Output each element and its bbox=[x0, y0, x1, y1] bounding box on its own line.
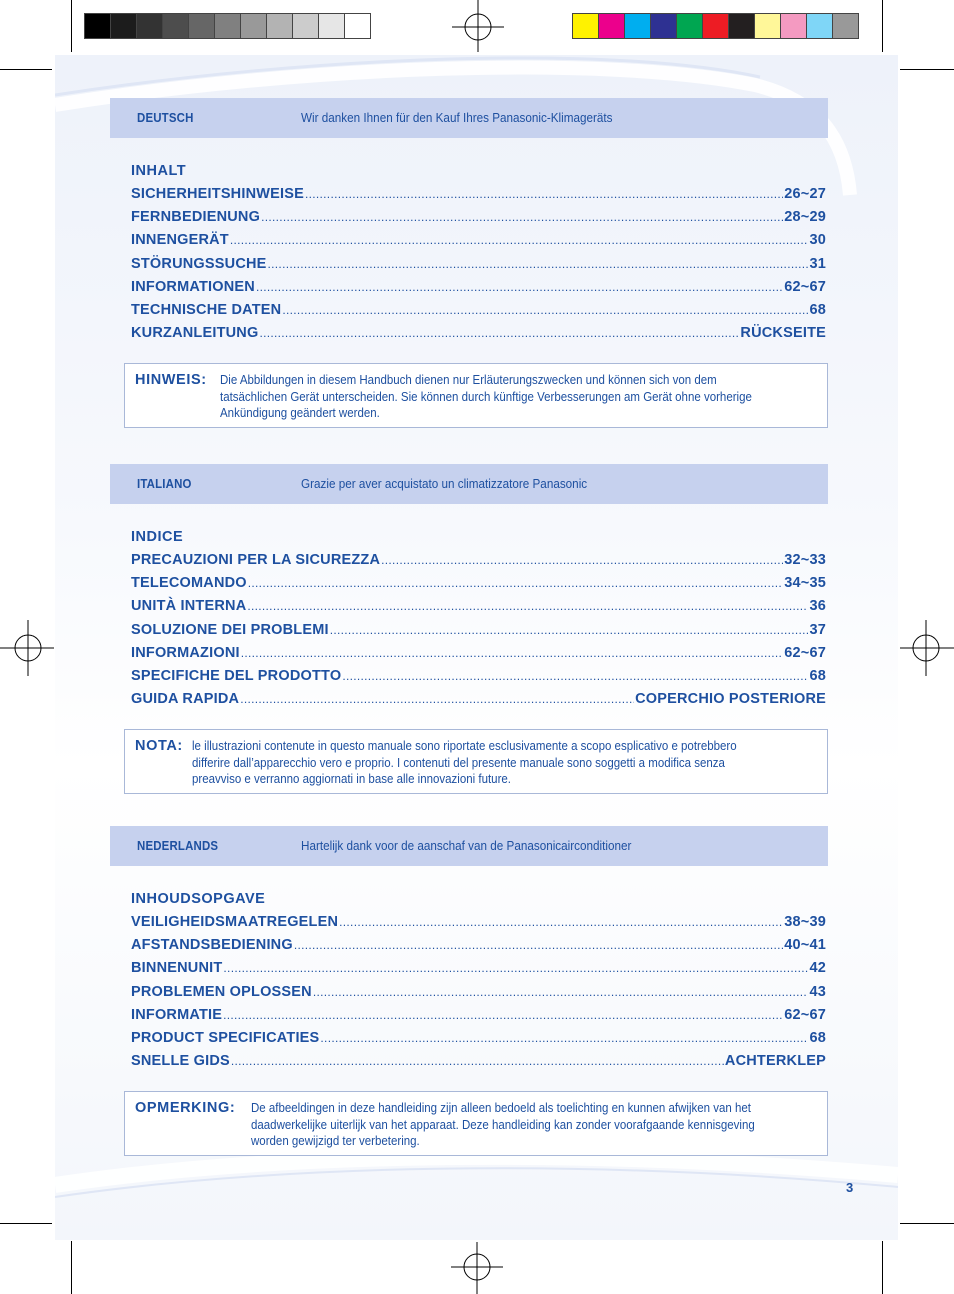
toc-entry bbox=[131, 957, 826, 980]
toc-leader-dots bbox=[223, 957, 808, 980]
toc-entry-label: INFORMATIE bbox=[131, 1006, 223, 1023]
toc-leader-dots bbox=[247, 595, 808, 618]
toc-leader-dots bbox=[241, 642, 784, 665]
color-swatch bbox=[650, 13, 677, 39]
toc-entry bbox=[131, 688, 826, 711]
toc-leader-dots bbox=[248, 572, 783, 595]
note-box-italiano bbox=[124, 729, 828, 794]
toc-entry bbox=[131, 322, 826, 345]
language-label: NEDERLANDS bbox=[137, 838, 219, 853]
color-swatch bbox=[702, 13, 729, 39]
registration-mark-bottom bbox=[451, 1242, 503, 1294]
toc-leader-dots bbox=[282, 299, 808, 322]
toc-deutsch bbox=[131, 160, 826, 345]
toc-entry bbox=[131, 299, 826, 322]
toc-entry bbox=[131, 1050, 826, 1073]
toc-leader-dots bbox=[339, 911, 783, 934]
toc-leader-dots bbox=[256, 276, 783, 299]
toc-entry-page: 28~29 bbox=[784, 209, 826, 226]
toc-entry bbox=[131, 276, 826, 299]
note-text: De afbeeldingen in deze handleiding zijn alleen bedoeld als toelichting en kunnen afwijken van het daadwerkelijke uiterlijk van het apparaat. Deze handleiding kan zonder voorafgaande kennisgeving worden gewijzigd ter verbetering. bbox=[251, 1101, 755, 1148]
toc-entry bbox=[131, 183, 826, 206]
note-label: OPMERKING: bbox=[135, 1100, 236, 1116]
toc-leader-dots bbox=[230, 229, 809, 252]
toc-entry bbox=[131, 572, 826, 595]
note-label: NOTA: bbox=[135, 738, 183, 754]
note-text: le illustrazioni contenute in questo manuale sono riportate esclusivamente a scopo esplicativo e potrebbero differire dall’apparecchio vero e proprio. I contenuti del presente manuale sono soggetti a modifica senza preavviso e verranno aggiornati in base alle innovazioni future. bbox=[192, 739, 737, 786]
toc-entry-page: 26~27 bbox=[784, 186, 826, 202]
note-box-nederlands bbox=[124, 1091, 828, 1156]
toc-title: INDICE bbox=[131, 529, 184, 545]
section-header-italiano bbox=[110, 464, 828, 504]
registration-mark-top bbox=[452, 0, 504, 52]
language-label: ITALIANO bbox=[137, 476, 192, 491]
language-label: DEUTSCH bbox=[137, 110, 194, 125]
toc-entry bbox=[131, 229, 826, 252]
toc-entry-page: 62~67 bbox=[784, 644, 826, 661]
toc-entry bbox=[131, 253, 826, 276]
toc-entry-label: KURZANLEITUNG bbox=[131, 325, 259, 342]
toc-entry bbox=[131, 1027, 826, 1050]
toc-entry bbox=[131, 665, 826, 688]
toc-entry-page: ACHTERKLEP bbox=[724, 1053, 826, 1070]
toc-entry bbox=[131, 619, 826, 642]
color-swatch bbox=[110, 13, 137, 39]
toc-entry bbox=[131, 981, 826, 1004]
color-swatch bbox=[832, 13, 859, 39]
color-swatch bbox=[214, 13, 241, 39]
toc-entry-page: 62~67 bbox=[784, 1006, 826, 1023]
toc-entry-page: 62~67 bbox=[784, 278, 826, 295]
toc-leader-dots bbox=[240, 688, 634, 711]
color-swatch bbox=[292, 13, 319, 39]
toc-entry-label: TECHNISCHE DATEN bbox=[131, 301, 282, 318]
toc-leader-dots bbox=[330, 619, 809, 642]
thank-you-text: Hartelijk dank voor de aanschaf van de Panasonicairconditioner bbox=[301, 838, 632, 853]
toc-entry-page: 32~33 bbox=[784, 552, 826, 568]
toc-entry-page: COPERCHIO POSTERIORE bbox=[635, 691, 826, 708]
toc-leader-dots bbox=[381, 549, 783, 572]
toc-entry-label: SPECIFICHE DEL PRODOTTO bbox=[131, 667, 342, 684]
note-box-deutsch bbox=[124, 363, 828, 428]
toc-leader-dots bbox=[268, 253, 809, 276]
toc-entry-label: INFORMATIONEN bbox=[131, 278, 255, 295]
note-text: Die Abbildungen in diesem Handbuch dienen nur Erläuterungszwecken und können sich von dem tatsächlichen Gerät unterscheiden. Sie können durch künftige Verbesserungen am Gerät ohne vorherige Ankündigung geändert werden. bbox=[220, 373, 752, 420]
toc-entry-label: PRECAUZIONI PER LA SICUREZZA bbox=[131, 552, 381, 568]
thank-you-text: Grazie per aver acquistato un climatizzatore Panasonic bbox=[301, 476, 588, 491]
color-swatch bbox=[572, 13, 599, 39]
toc-leader-dots bbox=[313, 981, 809, 1004]
toc-entry-label: VEILIGHEIDSMAATREGELEN bbox=[131, 914, 339, 930]
toc-entry-page: 68 bbox=[809, 301, 826, 318]
toc-title: INHOUDSOPGAVE bbox=[131, 891, 266, 907]
page-number: 3 bbox=[846, 1180, 854, 1195]
color-swatch bbox=[240, 13, 267, 39]
toc-leader-dots bbox=[320, 1027, 808, 1050]
color-swatch bbox=[754, 13, 781, 39]
toc-entry-label: INFORMAZIONI bbox=[131, 644, 240, 661]
toc-entry-page: RÜCKSEITE bbox=[740, 325, 826, 342]
toc-leader-dots bbox=[342, 665, 808, 688]
toc-entry-page: 42 bbox=[809, 960, 826, 977]
color-swatch bbox=[780, 13, 807, 39]
color-swatch bbox=[598, 13, 625, 39]
toc-entry bbox=[131, 642, 826, 665]
toc-entry-label: FERNBEDIENUNG bbox=[131, 209, 261, 226]
toc-entry bbox=[131, 549, 826, 572]
color-swatch bbox=[344, 13, 371, 39]
toc-entry bbox=[131, 1004, 826, 1027]
toc-entry-label: PROBLEMEN OPLOSSEN bbox=[131, 983, 312, 1000]
registration-mark-right bbox=[900, 620, 954, 676]
thank-you-text: Wir danken Ihnen für den Kauf Ihres Panasonic-Klimageräts bbox=[301, 110, 613, 125]
toc-entry-page: 31 bbox=[809, 255, 826, 272]
toc-entry-label: BINNENUNIT bbox=[131, 960, 223, 977]
toc-entry-page: 68 bbox=[809, 667, 826, 684]
toc-entry bbox=[131, 934, 826, 957]
color-swatch bbox=[806, 13, 833, 39]
toc-entry bbox=[131, 911, 826, 934]
toc-entry-label: SICHERHEITSHINWEISE bbox=[131, 186, 304, 202]
toc-entry-label: UNITÀ INTERNA bbox=[131, 598, 247, 615]
toc-entry bbox=[131, 206, 826, 229]
toc-leader-dots bbox=[261, 206, 783, 229]
toc-entry-page: 38~39 bbox=[784, 914, 826, 930]
color-swatch bbox=[676, 13, 703, 39]
color-swatch bbox=[136, 13, 163, 39]
color-swatch bbox=[318, 13, 345, 39]
registration-mark-left bbox=[0, 620, 54, 676]
toc-title: INHALT bbox=[131, 163, 187, 179]
grayscale-color-bar bbox=[84, 13, 370, 39]
toc-entry-label: INNENGERÄT bbox=[131, 232, 229, 249]
toc-entry-label: STÖRUNGSSUCHE bbox=[131, 255, 267, 272]
toc-entry-page: 37 bbox=[809, 621, 826, 638]
toc-entry-label: GUIDA RAPIDA bbox=[131, 691, 240, 708]
toc-entry-label: SNELLE GIDS bbox=[131, 1053, 230, 1070]
color-swatch bbox=[188, 13, 215, 39]
toc-entry-page: 36 bbox=[809, 598, 826, 615]
note-label: HINWEIS: bbox=[135, 372, 207, 388]
toc-leader-dots bbox=[305, 183, 783, 206]
color-swatch bbox=[84, 13, 111, 39]
color-swatch bbox=[728, 13, 755, 39]
color-swatch bbox=[624, 13, 651, 39]
color-swatch bbox=[266, 13, 293, 39]
toc-leader-dots bbox=[294, 934, 783, 957]
toc-entry-label: SOLUZIONE DEI PROBLEMI bbox=[131, 621, 329, 638]
toc-entry bbox=[131, 595, 826, 618]
process-color-bar bbox=[572, 13, 858, 39]
toc-leader-dots bbox=[231, 1050, 724, 1073]
toc-nederlands bbox=[131, 888, 826, 1073]
toc-entry-page: 68 bbox=[809, 1029, 826, 1046]
toc-entry-page: 34~35 bbox=[784, 575, 826, 592]
toc-entry-page: 40~41 bbox=[784, 937, 826, 954]
toc-entry-label: PRODUCT SPECIFICATIES bbox=[131, 1029, 320, 1046]
section-header-deutsch bbox=[110, 98, 828, 138]
toc-italiano bbox=[131, 526, 826, 711]
toc-leader-dots bbox=[259, 322, 739, 345]
color-swatch bbox=[162, 13, 189, 39]
toc-entry-label: AFSTANDSBEDIENING bbox=[131, 937, 293, 954]
section-header-nederlands bbox=[110, 826, 828, 866]
toc-entry-page: 30 bbox=[809, 232, 826, 249]
toc-entry-label: TELECOMANDO bbox=[131, 575, 247, 592]
toc-leader-dots bbox=[223, 1004, 783, 1027]
toc-entry-page: 43 bbox=[809, 983, 826, 1000]
